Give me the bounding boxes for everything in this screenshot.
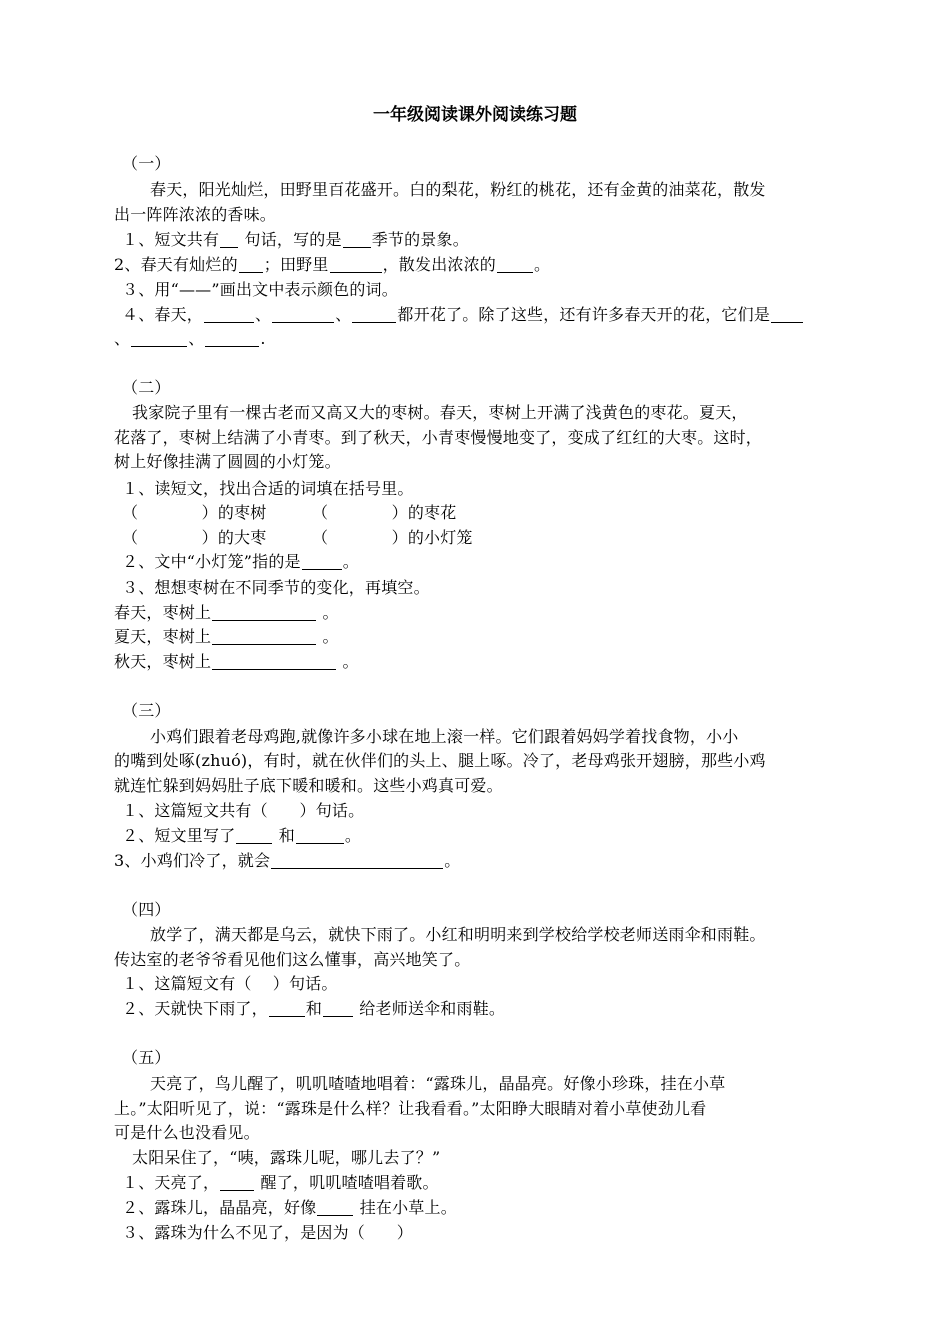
answer-blank[interactable] — [343, 231, 371, 248]
section-4-para-line: 传达室的老爷爷看见他们这么懂事，高兴地笑了。 — [114, 950, 471, 969]
section-2-label: （二） — [122, 378, 171, 397]
section-1-label: （一） — [122, 154, 171, 173]
section-5-para-line: 可是什么也没看见。 — [114, 1123, 260, 1142]
section-5-para-line: 上。”太阳听见了，说：“露珠是什么样？让我看看。”太阳睁大眼睛对着小草使劲儿看 — [114, 1099, 707, 1118]
answer-blank[interactable] — [323, 1000, 353, 1017]
section-1-para-line: 春天，阳光灿烂，田野里百花盛开。白的梨花，粉红的桃花，还有金黄的油菜花，散发 — [150, 180, 766, 199]
section-1-para-line: 出一阵阵浓浓的香味。 — [114, 205, 277, 224]
section-3-para-line: 就连忙躲到妈妈肚子底下暖和暖和。这些小鸡真可爱。 — [114, 776, 503, 795]
section-2-para-line: 花落了，枣树上结满了小青枣。到了秋天，小青枣慢慢地变了，变成了红红的大枣。这时， — [114, 428, 763, 447]
season-fill-spring: 春天，枣树上 。 — [114, 603, 339, 622]
fill-bracket-item[interactable]: （ ）的枣树 — [122, 503, 267, 522]
section-5-para-line: 太阳呆住了，“咦，露珠儿呢，哪儿去了？” — [132, 1148, 441, 1167]
section-1-question-1: １、短文共有 句话，写的是 季节的景象。 — [122, 230, 469, 249]
section-5-para-line: 天亮了，鸟儿醒了，叽叽喳喳地唱着：“露珠儿，晶晶亮。好像小珍珠，挂在小草 — [150, 1074, 726, 1093]
answer-blank[interactable] — [269, 1000, 305, 1017]
section-4-para-line: 放学了，满天都是乌云，就快下雨了。小红和明明来到学校给学校老师送雨伞和雨鞋。 — [150, 925, 766, 944]
answer-blank[interactable] — [302, 553, 342, 570]
section-5-label: （五） — [122, 1048, 171, 1067]
answer-blank[interactable] — [212, 653, 336, 670]
answer-blank[interactable] — [771, 306, 803, 323]
section-2-question-3: ３、想想枣树在不同季节的变化，再填空。 — [122, 578, 430, 597]
section-3-question-1: １、这篇短文共有（ ）句话。 — [122, 801, 365, 820]
section-1-question-2: 2、春天有灿烂的 ；田野里 ，散发出浓浓的 。 — [114, 255, 551, 274]
answer-blank[interactable] — [271, 852, 443, 869]
answer-blank[interactable] — [131, 330, 187, 347]
answer-blank[interactable] — [212, 628, 316, 645]
section-3-para-line: 小鸡们跟着老母鸡跑,就像许多小球在地上滚一样。它们跟着妈妈学着找食物，小小 — [150, 727, 739, 746]
section-3-question-2: ２、短文里写了 和 。 — [122, 826, 362, 845]
section-3-para-line: 的嘴到处啄(zhuó)，有时，就在伙伴们的头上、腿上啄。冷了，老母鸡张开翅膀，那些小鸡 — [114, 751, 766, 770]
page-title: 一年级阅读课外阅读练习题 — [373, 105, 577, 125]
section-5-question-3: ３、露珠为什么不见了，是因为（ ） — [122, 1223, 413, 1242]
fill-bracket-item[interactable]: （ ）的小灯笼 — [312, 528, 473, 547]
answer-blank[interactable] — [204, 306, 254, 323]
section-2-question-2: ２、文中“小灯笼”指的是 。 — [122, 552, 359, 571]
section-1-question-4: ４、春天， 、 、 都开花了。除了这些，还有许多春天开的花，它们是 — [122, 303, 804, 327]
season-fill-autumn: 秋天，枣树上 。 — [114, 652, 359, 671]
fill-bracket-item[interactable]: （ ）的枣花 — [312, 503, 457, 522]
section-1-question-4-cont: 、 、 . — [114, 329, 266, 348]
section-2-para-line: 我家院子里有一棵古老而又高又大的枣树。春天，枣树上开满了浅黄色的枣花。夏天， — [132, 403, 748, 422]
section-4-question-1: １、这篇短文有（ ）句话。 — [122, 974, 338, 993]
answer-blank[interactable] — [212, 604, 316, 621]
fill-bracket-item[interactable]: （ ）的大枣 — [122, 528, 267, 547]
section-3-question-3: 3、小鸡们冷了，就会 。 — [114, 851, 461, 870]
season-fill-summer: 夏天，枣树上 。 — [114, 627, 339, 646]
section-3-label: （三） — [122, 701, 171, 720]
section-4-question-2: ２、天就快下雨了， 和 给老师送伞和雨鞋。 — [122, 999, 506, 1018]
answer-blank[interactable] — [205, 330, 259, 347]
answer-blank[interactable] — [220, 231, 238, 248]
answer-blank[interactable] — [239, 256, 263, 273]
answer-blank[interactable] — [236, 827, 272, 844]
answer-blank[interactable] — [317, 1199, 353, 1216]
section-5-question-2: ２、露珠儿，晶晶亮，好像 挂在小草上。 — [122, 1198, 457, 1217]
section-2-question-1: １、读短文，找出合适的词填在括号里。 — [122, 479, 414, 498]
answer-blank[interactable] — [497, 256, 533, 273]
answer-blank[interactable] — [352, 306, 396, 323]
section-2-para-line: 树上好像挂满了圆圆的小灯笼。 — [114, 452, 341, 471]
section-1-question-3: ３、用“——”画出文中表示颜色的词。 — [122, 280, 398, 299]
answer-blank[interactable] — [330, 256, 382, 273]
answer-blank[interactable] — [296, 827, 344, 844]
section-4-label: （四） — [122, 900, 171, 919]
answer-blank[interactable] — [220, 1174, 254, 1191]
answer-blank[interactable] — [272, 306, 334, 323]
section-5-question-1: １、天亮了， 醒了，叽叽喳喳唱着歌。 — [122, 1173, 439, 1192]
